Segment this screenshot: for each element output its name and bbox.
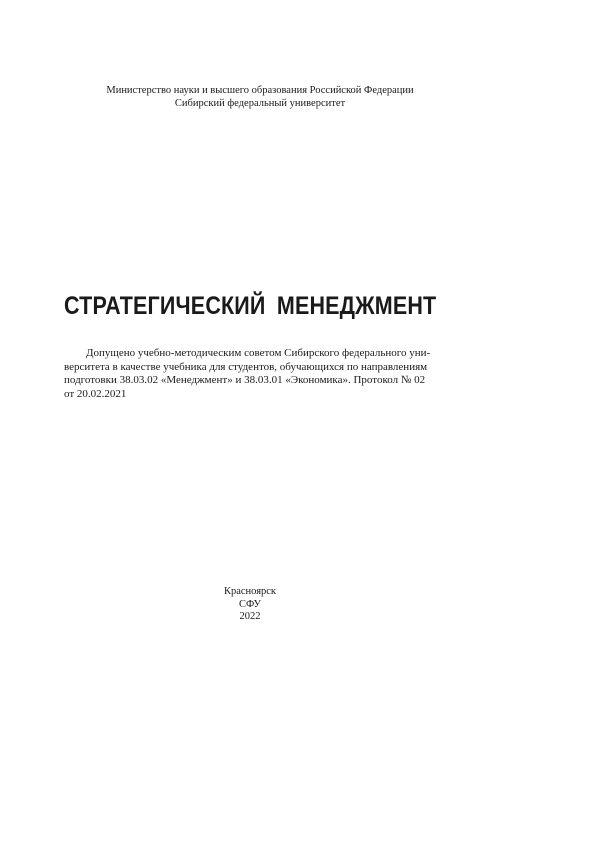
ministry-name: Министерство науки и высшего образования Российской Федерации <box>106 85 414 96</box>
imprint-publisher: СФУ <box>239 598 261 610</box>
approval-line: подготовки 38.03.02 «Менеджмент» и 38.03.01 «Экономика». Протокол № 02 <box>64 374 426 386</box>
approval-line: верситета в качестве учебника для студентов, обучающихся по направлениям <box>64 360 428 373</box>
approval-line: Допущено учебно-методическим советом Сибирского федерального уни- <box>86 347 431 359</box>
approval-line: от 20.02.2021 <box>64 387 127 400</box>
institution-header <box>60 84 460 110</box>
book-title: СТРАТЕГИЧЕСКИЙ МЕНЕДЖМЕНТ <box>64 292 437 320</box>
approval-note <box>64 347 437 401</box>
imprint <box>200 586 300 624</box>
university-name: Сибирский федеральный университет <box>174 98 346 109</box>
imprint-city: Красноярск <box>223 586 277 597</box>
imprint-year: 2022 <box>239 611 261 622</box>
